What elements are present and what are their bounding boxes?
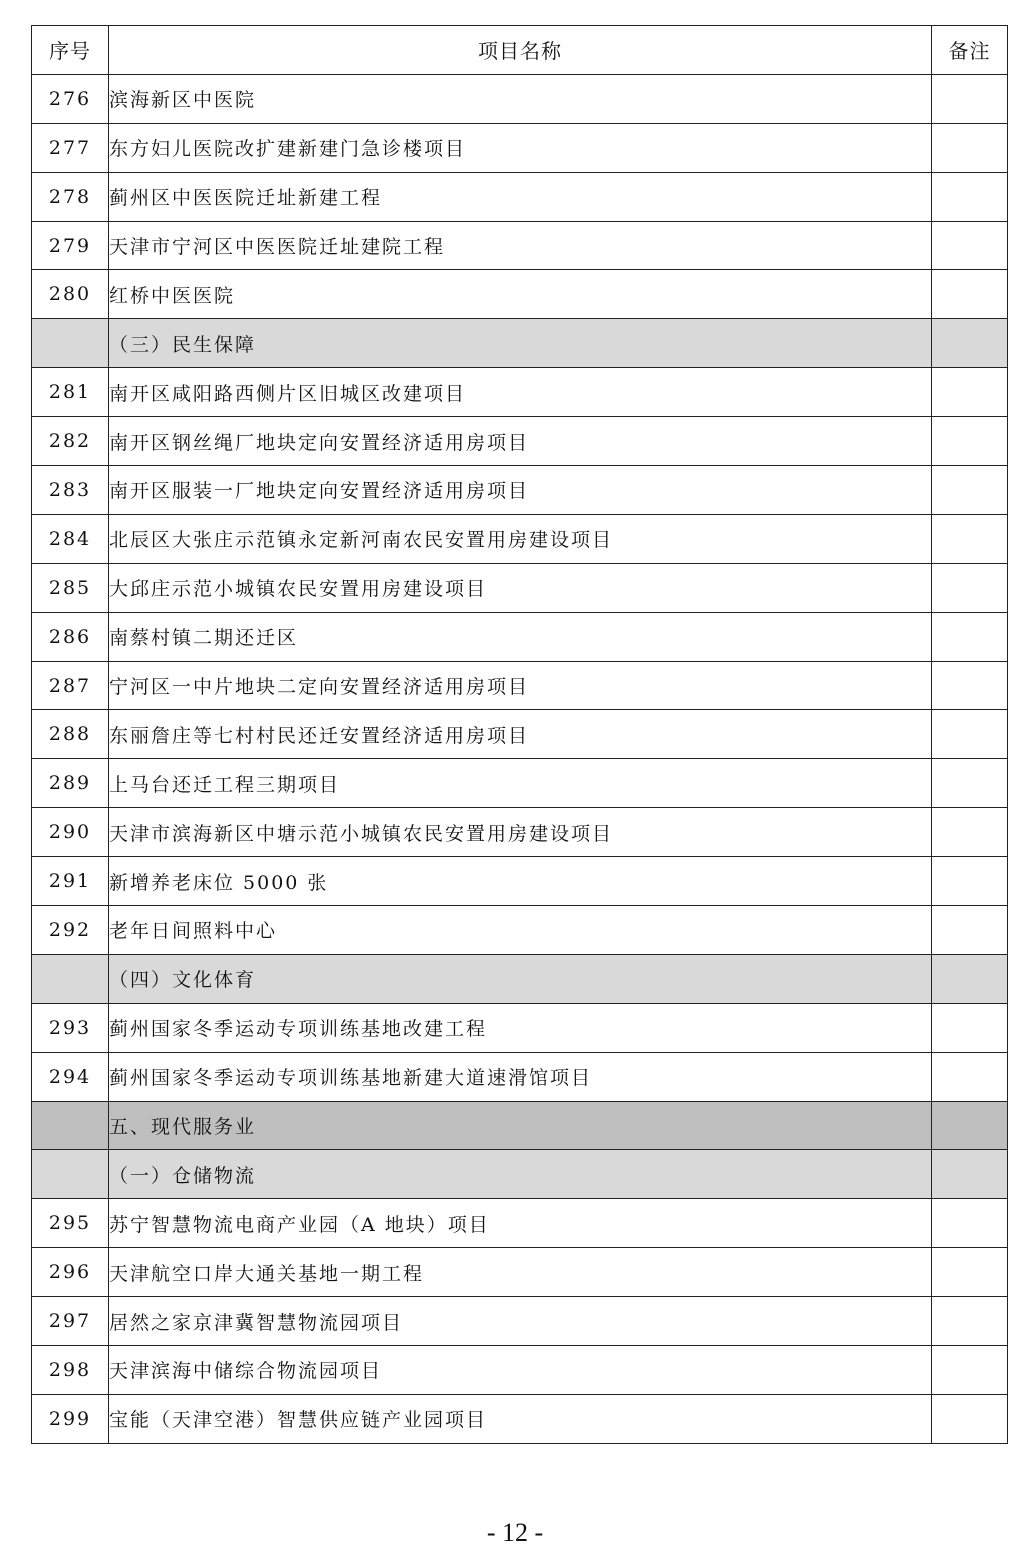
remarks-cell <box>932 563 1008 612</box>
subcategory-row <box>32 954 1008 1003</box>
serial-number-cell: 288 <box>32 710 109 759</box>
project-name-cell: 天津市宁河区中医医院迁址建院工程 <box>109 221 932 270</box>
project-name-cell: 宝能（天津空港）智慧供应链产业园项目 <box>109 1394 932 1443</box>
project-name-cell: 蓟州国家冬季运动专项训练基地改建工程 <box>109 1003 932 1052</box>
serial-number-cell: 278 <box>32 172 109 221</box>
remarks-cell <box>932 221 1008 270</box>
project-name-cell: 天津滨海中储综合物流园项目 <box>109 1346 932 1395</box>
remarks-cell <box>932 172 1008 221</box>
serial-number-cell: 290 <box>32 808 109 857</box>
subcategory-row <box>32 1150 1008 1199</box>
table-row <box>32 417 1008 466</box>
serial-number-cell: 277 <box>32 123 109 172</box>
serial-number-cell: 293 <box>32 1003 109 1052</box>
remarks-cell <box>932 123 1008 172</box>
table-row <box>32 123 1008 172</box>
header-serial-number: 序号 <box>32 26 109 75</box>
table-row <box>32 270 1008 319</box>
table-row <box>32 1394 1008 1443</box>
serial-number-cell: 291 <box>32 857 109 906</box>
serial-number-cell: 289 <box>32 759 109 808</box>
table-row <box>32 1248 1008 1297</box>
serial-number-cell <box>32 1101 109 1150</box>
remarks-cell <box>932 1150 1008 1199</box>
remarks-cell <box>932 1297 1008 1346</box>
serial-number-cell: 296 <box>32 1248 109 1297</box>
table-row <box>32 563 1008 612</box>
serial-number-cell: 283 <box>32 466 109 515</box>
project-name-cell: （一）仓储物流 <box>109 1150 932 1199</box>
serial-number-cell: 285 <box>32 563 109 612</box>
remarks-cell <box>932 1052 1008 1101</box>
project-name-cell: 滨海新区中医院 <box>109 74 932 123</box>
remarks-cell <box>932 514 1008 563</box>
table-row <box>32 74 1008 123</box>
project-name-cell: 宁河区一中片地块二定向安置经济适用房项目 <box>109 661 932 710</box>
project-name-cell: 东丽詹庄等七村村民还迁安置经济适用房项目 <box>109 710 932 759</box>
remarks-cell <box>932 1394 1008 1443</box>
table-row <box>32 759 1008 808</box>
table-body <box>32 74 1008 1443</box>
project-name-cell: 上马台还迁工程三期项目 <box>109 759 932 808</box>
remarks-cell <box>932 808 1008 857</box>
remarks-cell <box>932 612 1008 661</box>
project-name-cell: 东方妇儿医院改扩建新建门急诊楼项目 <box>109 123 932 172</box>
remarks-cell <box>932 857 1008 906</box>
header-project-name: 项目名称 <box>109 26 932 75</box>
remarks-cell <box>932 954 1008 1003</box>
project-name-cell: （四）文化体育 <box>109 954 932 1003</box>
remarks-cell <box>932 1248 1008 1297</box>
table-row <box>32 466 1008 515</box>
project-name-cell: 新增养老床位 5000 张 <box>109 857 932 906</box>
remarks-cell <box>932 1003 1008 1052</box>
remarks-cell <box>932 417 1008 466</box>
table-row <box>32 1199 1008 1248</box>
serial-number-cell: 287 <box>32 661 109 710</box>
project-name-cell: 南开区咸阳路西侧片区旧城区改建项目 <box>109 368 932 417</box>
serial-number-cell: 299 <box>32 1394 109 1443</box>
table-row <box>32 1346 1008 1395</box>
serial-number-cell: 295 <box>32 1199 109 1248</box>
remarks-cell <box>932 710 1008 759</box>
table-row <box>32 612 1008 661</box>
serial-number-cell: 294 <box>32 1052 109 1101</box>
project-name-cell: 南开区服装一厂地块定向安置经济适用房项目 <box>109 466 932 515</box>
serial-number-cell: 282 <box>32 417 109 466</box>
serial-number-cell: 298 <box>32 1346 109 1395</box>
remarks-cell <box>932 1101 1008 1150</box>
serial-number-cell: 297 <box>32 1297 109 1346</box>
serial-number-cell <box>32 954 109 1003</box>
table-row <box>32 1003 1008 1052</box>
table-row <box>32 221 1008 270</box>
remarks-cell <box>932 466 1008 515</box>
project-name-cell: 五、现代服务业 <box>109 1101 932 1150</box>
remarks-cell <box>932 1346 1008 1395</box>
table-row <box>32 1297 1008 1346</box>
remarks-cell <box>932 368 1008 417</box>
serial-number-cell: 276 <box>32 74 109 123</box>
table-row <box>32 906 1008 955</box>
remarks-cell <box>932 319 1008 368</box>
subcategory-row <box>32 319 1008 368</box>
project-name-cell: （三）民生保障 <box>109 319 932 368</box>
serial-number-cell: 279 <box>32 221 109 270</box>
project-name-cell: 南蔡村镇二期还迁区 <box>109 612 932 661</box>
project-name-cell: 天津航空口岸大通关基地一期工程 <box>109 1248 932 1297</box>
project-name-cell: 北辰区大张庄示范镇永定新河南农民安置用房建设项目 <box>109 514 932 563</box>
table-row <box>32 1052 1008 1101</box>
serial-number-cell: 286 <box>32 612 109 661</box>
serial-number-cell: 281 <box>32 368 109 417</box>
project-name-cell: 老年日间照料中心 <box>109 906 932 955</box>
serial-number-cell <box>32 1150 109 1199</box>
table-row <box>32 661 1008 710</box>
remarks-cell <box>932 74 1008 123</box>
category-row <box>32 1101 1008 1150</box>
table-row <box>32 808 1008 857</box>
project-name-cell: 大邱庄示范小城镇农民安置用房建设项目 <box>109 563 932 612</box>
project-name-cell: 南开区钢丝绳厂地块定向安置经济适用房项目 <box>109 417 932 466</box>
remarks-cell <box>932 759 1008 808</box>
serial-number-cell: 292 <box>32 906 109 955</box>
header-remarks: 备注 <box>932 26 1008 75</box>
table-row <box>32 514 1008 563</box>
project-name-cell: 蓟州国家冬季运动专项训练基地新建大道速滑馆项目 <box>109 1052 932 1101</box>
project-name-cell: 红桥中医医院 <box>109 270 932 319</box>
remarks-cell <box>932 270 1008 319</box>
table-header-row <box>32 26 1008 75</box>
project-name-cell: 居然之家京津冀智慧物流园项目 <box>109 1297 932 1346</box>
table-row <box>32 172 1008 221</box>
remarks-cell <box>932 661 1008 710</box>
project-name-cell: 天津市滨海新区中塘示范小城镇农民安置用房建设项目 <box>109 808 932 857</box>
table-row <box>32 710 1008 759</box>
serial-number-cell <box>32 319 109 368</box>
project-table <box>31 25 1008 1444</box>
table-row <box>32 857 1008 906</box>
page-number: - 12 - <box>486 1518 544 1547</box>
remarks-cell <box>932 1199 1008 1248</box>
serial-number-cell: 284 <box>32 514 109 563</box>
table-row <box>32 368 1008 417</box>
project-name-cell: 苏宁智慧物流电商产业园（A 地块）项目 <box>109 1199 932 1248</box>
project-name-cell: 蓟州区中医医院迁址新建工程 <box>109 172 932 221</box>
remarks-cell <box>932 906 1008 955</box>
serial-number-cell: 280 <box>32 270 109 319</box>
